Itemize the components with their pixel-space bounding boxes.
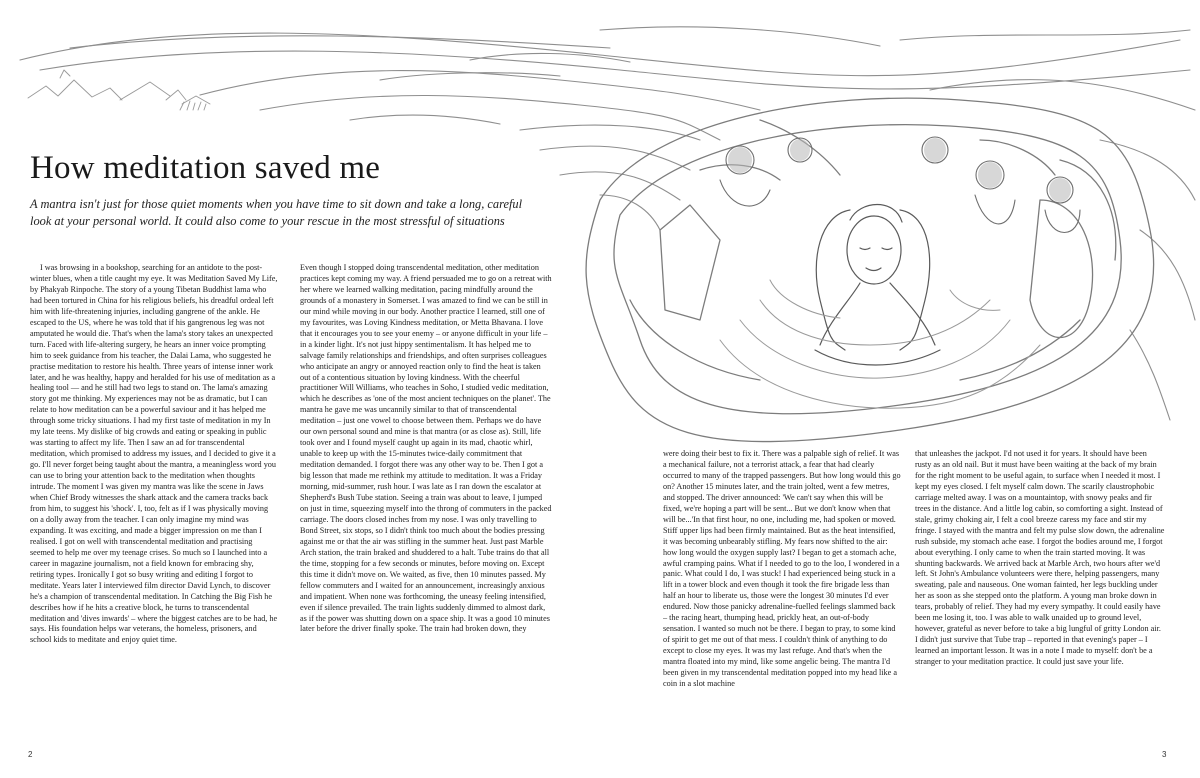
mountain-sketch — [28, 70, 210, 110]
body-column-1 — [30, 263, 278, 725]
column-text: I was browsing in a bookshop, searching for an antidote to the post-winter blues, when a title caught my eye. It was Meditation Saved My Life, by Phakyab Rinpoche. The story of a young Tibetan Buddhist lama who had been tortured in China for his religious beliefs, his dreadful ordeal left him with life-threatening injuries, including gangrene of the ankle. He escaped to the US, where he was told that if his gangrenous leg was not amputated he would die. That's when the lama's story takes an unexpected turn. Faced with life-altering surgery, he hears an inner voice prompting him to seek guidance from his teacher, the Dalai Lama, who suggested he practise meditation to restore his health. Three years of intense inner work later, and he was healthy, happy and heralded for his use of meditation as a healing tool — and he still had two legs to stand on. The lama's amazing story got me thinking. My experiences may not be as dramatic, but I can relate to how meditation can be a powerful saviour and it has helped me through some tricky situations. I had my first taste of meditation in my In my late teens. My dislike of big crowds and eating or speaking in public was starting to affect my life. Then I saw an ad for transcendental meditation, which promised to address my issues, and I decided to give it a go. I'll never forget being taught about the mantra, a meaningless word you can use to bring your attention back to the meditation when thoughts intrude. The moment I was given my mantra was like the scene in Jaws when Chief Brody witnesses the shark attack and the camera tracks back from him, to suggest his 'shock'. I, too, felt as if I was physically moving on a dolly away from the teacher. I can only imagine my mind was expanding. It was exciting, and made a bigger impression on me than I realised. I got on well with transcendental meditation and practising seemed to help me over my teenage crises. So much so I launched into a career in magazine journalism, not a field known for embracing shy, retiring types. Ironically I got so busy writing and editing I forgot to meditate. Years later I interviewed film director David Lynch, to discover he's a champion of transcendental meditation. In Catching the Big Fish he describes how if he hits a creative block, he turns to transcendental meditation and 'dives inwards' – where the biggest catches are to be had, he says. His foundation helps war veterans, the homeless, prisoners, and school kids to meditate and enjoy quiet time. — [30, 263, 278, 645]
column-text: were doing their best to fix it. There was a palpable sigh of relief. It was a mechanical failure, not a terrorist attack, a fear that had clearly occurred to many of the trapped passengers. But how long would this go on? Another 15 minutes later, and the train jolted, went a few metres, and stopped. The driver announced: 'We can't say when this will be fixed, we're hoping a part will be sent... But we don't know when that will be...'In that first hour, no one, including me, had spoken or moved. Stiff upper lips had been firmly maintained. But as the heat intensified, it was becoming unbearably stifling. My fears now shifted to the air: how long would the oxygen supply last? I began to get a stomach ache, awful cramping pains. What if I needed to go to the loo, I wondered in a panic. What could I do, I was stuck! I had experienced being stuck in a lift in a tower block and even though it took the fire brigade less than half an hour to liberate us, those were the longest 30 minutes I'd ever endured. Now those panicky adrenaline-fuelled feelings slammed back – the racing heart, thumping head, prickly heat, an out-of-body sensation. I wanted so much not be there. I began to pray, to some kind of spirit to get me out of that mess. I couldn't think of anything to do except to close my eyes. It was my last refuge. And that's when the mantra floated into my mind, like some angelic being. The mantra I'd been given in my transcendental meditation popped into my head like a coin in a slot machine — [663, 449, 901, 689]
body-column-3 — [663, 449, 901, 729]
swirl-lines — [720, 280, 1040, 408]
article-title: How meditation saved me — [30, 150, 381, 186]
body-column-4 — [915, 449, 1165, 729]
article-standfirst: A mantra isn't just for those quiet moments when you have time to sit down and take a long, careful look at your personal world. It could also come to your rescue in the most stressful of situations — [30, 197, 523, 228]
column-text: Even though I stopped doing transcendental meditation, other meditation practices kept coming my way. A friend persuaded me to go on a retreat with her where we learned walking meditation, pacing mindfully around the grounds of a monastery in Somerset. I was amazed to find we can be still in our mind while moving in our body. Another practice I learned, still one of my favourites, was Loving Kindness meditation, or Metta Bhavana. I love that it encourages you to see your enemy – or anyone difficult in your life – in a kinder light. It's not just hippy sentimentalism. It has helped me to salvage family relationships and friendships, and often surprises colleagues who anticipate an angry or annoyed reaction only to find the heat is taken out of a contentious situation by loving kindness. With the cheerful practitioner Will Williams, who teaches in Soho, I studied vedic meditation, which he describes as 'one of the most ancient techniques on the planet'. The mantra he gave me was uncannily similar to that of transcendental meditation – just one vowel to choose between them. Perhaps we do have our own personal sound and mine is that mantra (or as close as). Still, life took over and I found myself caught up again in its mad, chaotic whirl, unable to keep up with the 15-minutes twice-daily commitment that meditation demanded. I forgot there was any other way to be. Then I got a big lesson that made me rethink my attitude to meditation. It was a Friday morning, mid-summer, rush hour. I was late as I ran down the escalator at Shepherd's Bush Tube station. Seeing a train was about to leave, I jumped on just in time, squeezing myself into the throng of commuters in the packed carriage. The doors closed inches from my nose. I was only travelling to Bond Street, six stops, so I didn't think too much about the bodies pressing against me or that the air was stifling in the summer heat. Just past Marble Arch station, the train braked and shuddered to a halt. Tube trains do that all the time, stopping for a few seconds or minutes, before moving on. Except this time it didn't move on. We waited, as five, then 10 minutes passed. My fellow commuters and I waited for an announcement, increasingly anxious and impatient. When none was forthcoming, the uneasy feeling intensified, even if silence prevailed. The train lights suddenly dimmed to almost dark, as if the power was shutting down on a space ship. It was a good 10 minutes later before the driver finally spoke. The train had broken down, they — [300, 263, 552, 634]
meditating-woman-sketch — [815, 205, 940, 366]
body-column-2 — [300, 263, 552, 725]
column-text: that unleashes the jackpot. I'd not used it for years. It should have been rusty as an old nail. But it must have been waiting at the back of my brain for the right moment to be useful again, to surface when I needed it most. I kept my eyes closed. I felt myself calm down. The scarily claustrophobic carriage melted away. I was on a mountaintop, with snowy peaks and fir trees in the distance. And a little log cabin, so comforting a sight. Instead of stale, grimy choking air, I felt a cool breeze caress my face and stir my fringe. I stayed with the mantra and felt my pulse slow down, the adrenaline rush subside, my stomach ache ease. I forgot the bodies around me, I forgot about everything. I only came to when the train started moving. It was shunting backwards. We arrived back at Marble Arch, two hours after we'd left. St John's Ambulance volunteers were there, helping passengers, many sweating, pale and nauseous. One woman fainted, her legs buckling under her as soon as she stepped onto the platform. A young man broke down in tears, probably of relief. They had my every sympathy. It could easily have been me losing it, too. I was able to walk unaided up to ground level, however, grateful as never before to take a big lungful of gritty London air. I didn't just survive that Tube trap – reported in that evening's paper – I learned an important lesson. It was in a note I made to myself: don't be a stranger to your meditation practice. It could just save your life. — [915, 449, 1165, 667]
page-number-right: 3 — [1162, 750, 1167, 759]
page-number-left: 2 — [28, 750, 33, 759]
